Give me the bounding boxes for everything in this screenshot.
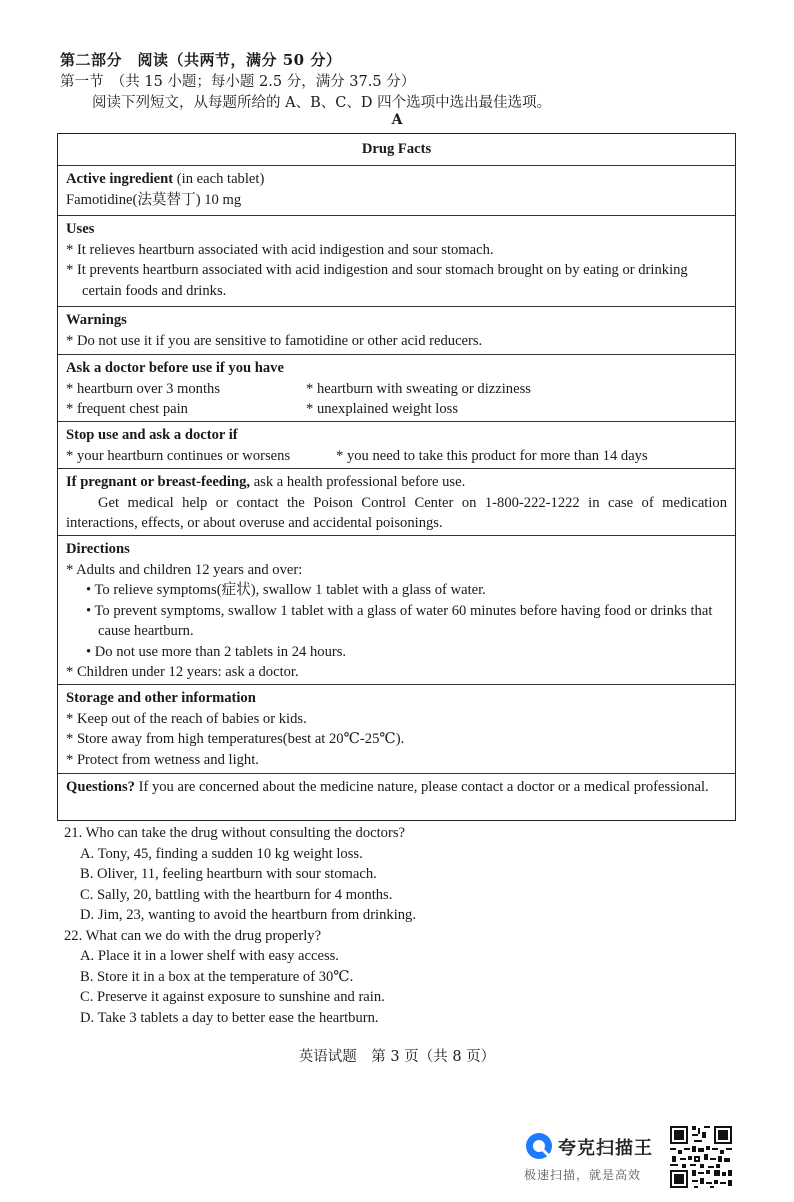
scanner-slogan: 极速扫描，就是高效	[524, 1168, 642, 1182]
scanner-brand: 夸克扫描王	[558, 1138, 653, 1159]
option-b: B. Store it in a box at the temperature of 30℃.	[80, 968, 354, 985]
page-footer: 英语试题 第 3 页（共 8 页）	[298, 1049, 496, 1065]
directions-sub-item: • Do not use more than 2 tablets in 24 hours.	[86, 643, 347, 660]
drug-facts-box	[57, 133, 736, 821]
ask-doctor-heading: Ask a doctor before use if you have	[66, 360, 284, 376]
option-d: D. Jim, 23, wanting to avoid the heartburn from drinking.	[80, 907, 417, 923]
part-title: 第二部分 阅读（共两节，满分 50 分）	[60, 51, 342, 69]
active-ingredient-section	[58, 165, 735, 215]
directions-sub-item: • To prevent symptoms, swallow 1 tablet with a glass of water 60 minutes before having food or drinks that cause heartburn.	[86, 602, 713, 639]
uses-item: * It prevents heartburn associated with acid indigestion and sour stomach brought on by eating or drinking certain foods and drinks.	[66, 262, 688, 299]
drug-facts-title: Drug Facts	[361, 141, 432, 157]
active-ingredient-heading: Active ingredient	[66, 171, 174, 187]
stop-use-heading: Stop use and ask a doctor if	[66, 427, 238, 443]
ask-doctor-item: * frequent chest pain	[66, 401, 188, 417]
ask-doctor-item: * unexplained weight loss	[306, 401, 458, 417]
passage-label: A	[391, 112, 403, 128]
storage-item: * Protect from wetness and light.	[66, 751, 259, 768]
option-a: A. Place it in a lower shelf with easy access.	[80, 948, 339, 964]
storage-item: * Keep out of the reach of babies or kids.	[66, 710, 307, 727]
poison-control-paragraph: Get medical help or contact the Poison Control Center on 1-800-222-1222 in case of medication interactions, effects, or about overuse and accidental poisonings.	[66, 494, 727, 531]
option-d: D. Take 3 tablets a day to better ease the heartburn.	[80, 1009, 379, 1026]
uses-heading: Uses	[66, 221, 95, 237]
directions-children: * Children under 12 years: ask a doctor.	[66, 664, 299, 680]
section-title: 第一节 （共 15 小题；每小题 2.5 分，满分 37.5 分）	[60, 74, 416, 90]
stop-use-item: * you need to take this product for more than 14 days	[336, 447, 648, 464]
instruction: 阅读下列短文，从每题所给的 A、B、C、D 四个选项中选出最佳选项。	[92, 95, 552, 111]
uses-item: * It relieves heartburn associated with acid indigestion and sour stomach.	[66, 241, 494, 258]
ask-doctor-item: * heartburn over 3 months	[66, 380, 221, 397]
storage-item: * Store away from high temperatures(best at 20℃-25℃).	[66, 731, 405, 747]
option-c: C. Sally, 20, battling with the heartburn for 4 months.	[80, 886, 393, 903]
option-c: C. Preserve it against exposure to sunshine and rain.	[80, 989, 385, 1005]
directions-section	[58, 535, 735, 684]
active-ingredient-value: Famotidine(法莫替丁) 10 mg	[66, 191, 242, 208]
option-a: A. Tony, 45, finding a sudden 10 kg weight loss.	[80, 845, 363, 862]
questions-info-text: If you are concerned about the medicine nature, please contact a doctor or a medical professional.	[134, 779, 709, 795]
warnings-item: * Do not use it if you are sensitive to famotidine or other acid reducers.	[66, 332, 483, 349]
pregnant-text: ask a health professional before use.	[250, 474, 466, 490]
questions-info-section	[58, 773, 735, 820]
uses-section	[58, 215, 735, 306]
qr-code-icon	[668, 1124, 734, 1190]
questions-block	[64, 823, 416, 1028]
stop-use-section	[58, 421, 735, 468]
warnings-section	[58, 306, 735, 354]
directions-sub-item: • To relieve symptoms(症状), swallow 1 tablet with a glass of water.	[86, 582, 486, 598]
ask-doctor-item: * heartburn with sweating or dizziness	[306, 380, 531, 397]
ask-doctor-section	[58, 354, 735, 421]
pregnant-heading: If pregnant or breast-feeding,	[66, 474, 251, 490]
directions-adults: * Adults and children 12 years and over:	[66, 561, 303, 578]
questions-info-heading: Questions?	[66, 779, 135, 795]
pregnant-section	[58, 468, 735, 535]
question-22	[64, 926, 416, 1029]
scanner-logo-icon	[524, 1131, 554, 1161]
question-stem: 21. Who can take the drug without consulting the doctors?	[64, 825, 405, 841]
warnings-heading: Warnings	[66, 312, 127, 328]
storage-heading: Storage and other information	[66, 690, 256, 706]
stop-use-item: * your heartburn continues or worsens	[66, 447, 291, 464]
directions-heading: Directions	[66, 541, 130, 557]
storage-section	[58, 684, 735, 773]
option-b: B. Oliver, 11, feeling heartburn with sour stomach.	[80, 866, 377, 882]
scanner-watermark	[524, 1131, 669, 1189]
question-stem: 22. What can we do with the drug properly?	[64, 927, 322, 944]
active-ingredient-note: (in each tablet)	[173, 171, 265, 187]
question-21	[64, 823, 416, 926]
